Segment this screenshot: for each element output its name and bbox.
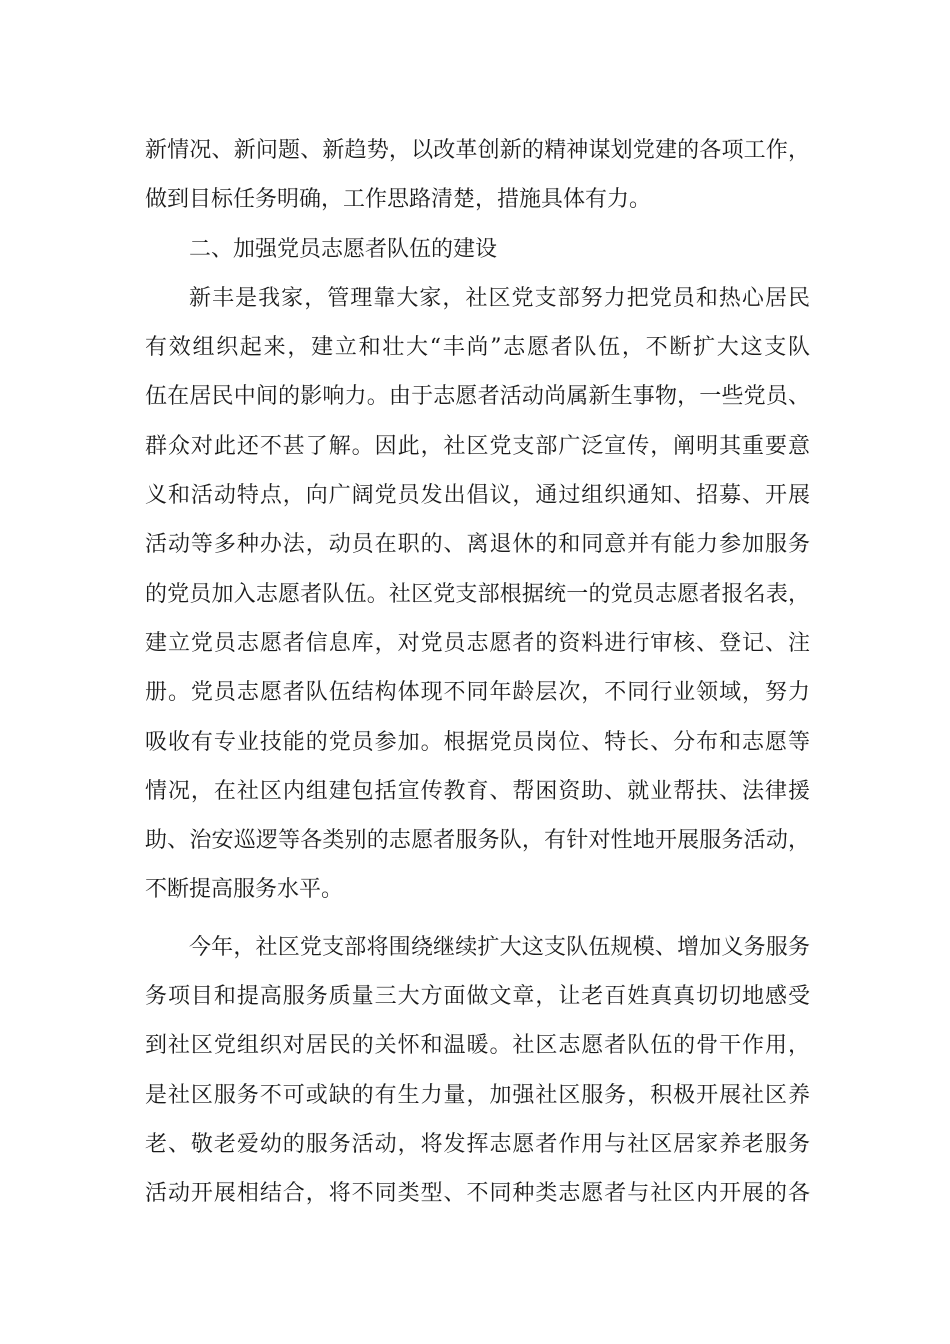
text-line: 不断提高服务水平。 <box>145 877 344 903</box>
text-line: 活动等多种办法，动员在职的、离退休的和同意并有能力参加服务 <box>145 532 810 558</box>
text-line: 活动开展相结合，将不同类型、不同种类志愿者与社区内开展的各 <box>145 1181 810 1207</box>
text-line: 情况，在社区内组建包括宣传教育、帮困资助、就业帮扶、法律援 <box>145 778 810 804</box>
text-line: 册。党员志愿者队伍结构体现不同年龄层次，不同行业领域，努力 <box>145 680 810 706</box>
text-line: 群众对此还不甚了解。因此，社区党支部广泛宣传，阐明其重要意 <box>145 433 810 459</box>
text-line: 建立党员志愿者信息库，对党员志愿者的资料进行审核、登记、注 <box>145 630 810 656</box>
text-line: 老、敬老爱幼的服务活动，将发挥志愿者作用与社区居家养老服务 <box>145 1131 810 1157</box>
text-line: 新丰是我家，管理靠大家，社区党支部努力把党员和热心居民 <box>189 285 810 311</box>
text-line: 有效组织起来，建立和壮大“丰尚”志愿者队伍，不断扩大这支队 <box>145 335 810 361</box>
text-line: 义和活动特点，向广阔党员发出倡议，通过组织通知、招募、开展 <box>145 483 810 509</box>
body-text <box>145 126 810 1219</box>
text-line: 的党员加入志愿者队伍。社区党支部根据统一的党员志愿者报名表， <box>145 581 810 607</box>
section-heading: 二、加强党员志愿者队伍的建设 <box>189 236 498 262</box>
text-line: 新情况、新问题、新趋势，以改革创新的精神谋划党建的各项工作， <box>145 138 810 163</box>
text-line: 做到目标任务明确，工作思路清楚，措施具体有力。 <box>145 187 652 213</box>
text-line: 吸收有专业技能的党员参加。根据党员岗位、特长、分布和志愿等 <box>145 729 810 755</box>
text-line: 是社区服务不可或缺的有生力量，加强社区服务，积极开展社区养 <box>145 1082 810 1108</box>
text-line: 伍在居民中间的影响力。由于志愿者活动尚属新生事物，一些党员、 <box>145 384 810 410</box>
text-line: 到社区党组织对居民的关怀和温暖。社区志愿者队伍的骨干作用， <box>145 1033 810 1059</box>
text-line: 务项目和提高服务质量三大方面做文章，让老百姓真真切切地感受 <box>145 984 810 1010</box>
text-line: 助、治安巡逻等各类别的志愿者服务队，有针对性地开展服务活动， <box>145 828 810 854</box>
text-line: 今年，社区党支部将围绕继续扩大这支队伍规模、增加义务服务 <box>189 934 810 960</box>
